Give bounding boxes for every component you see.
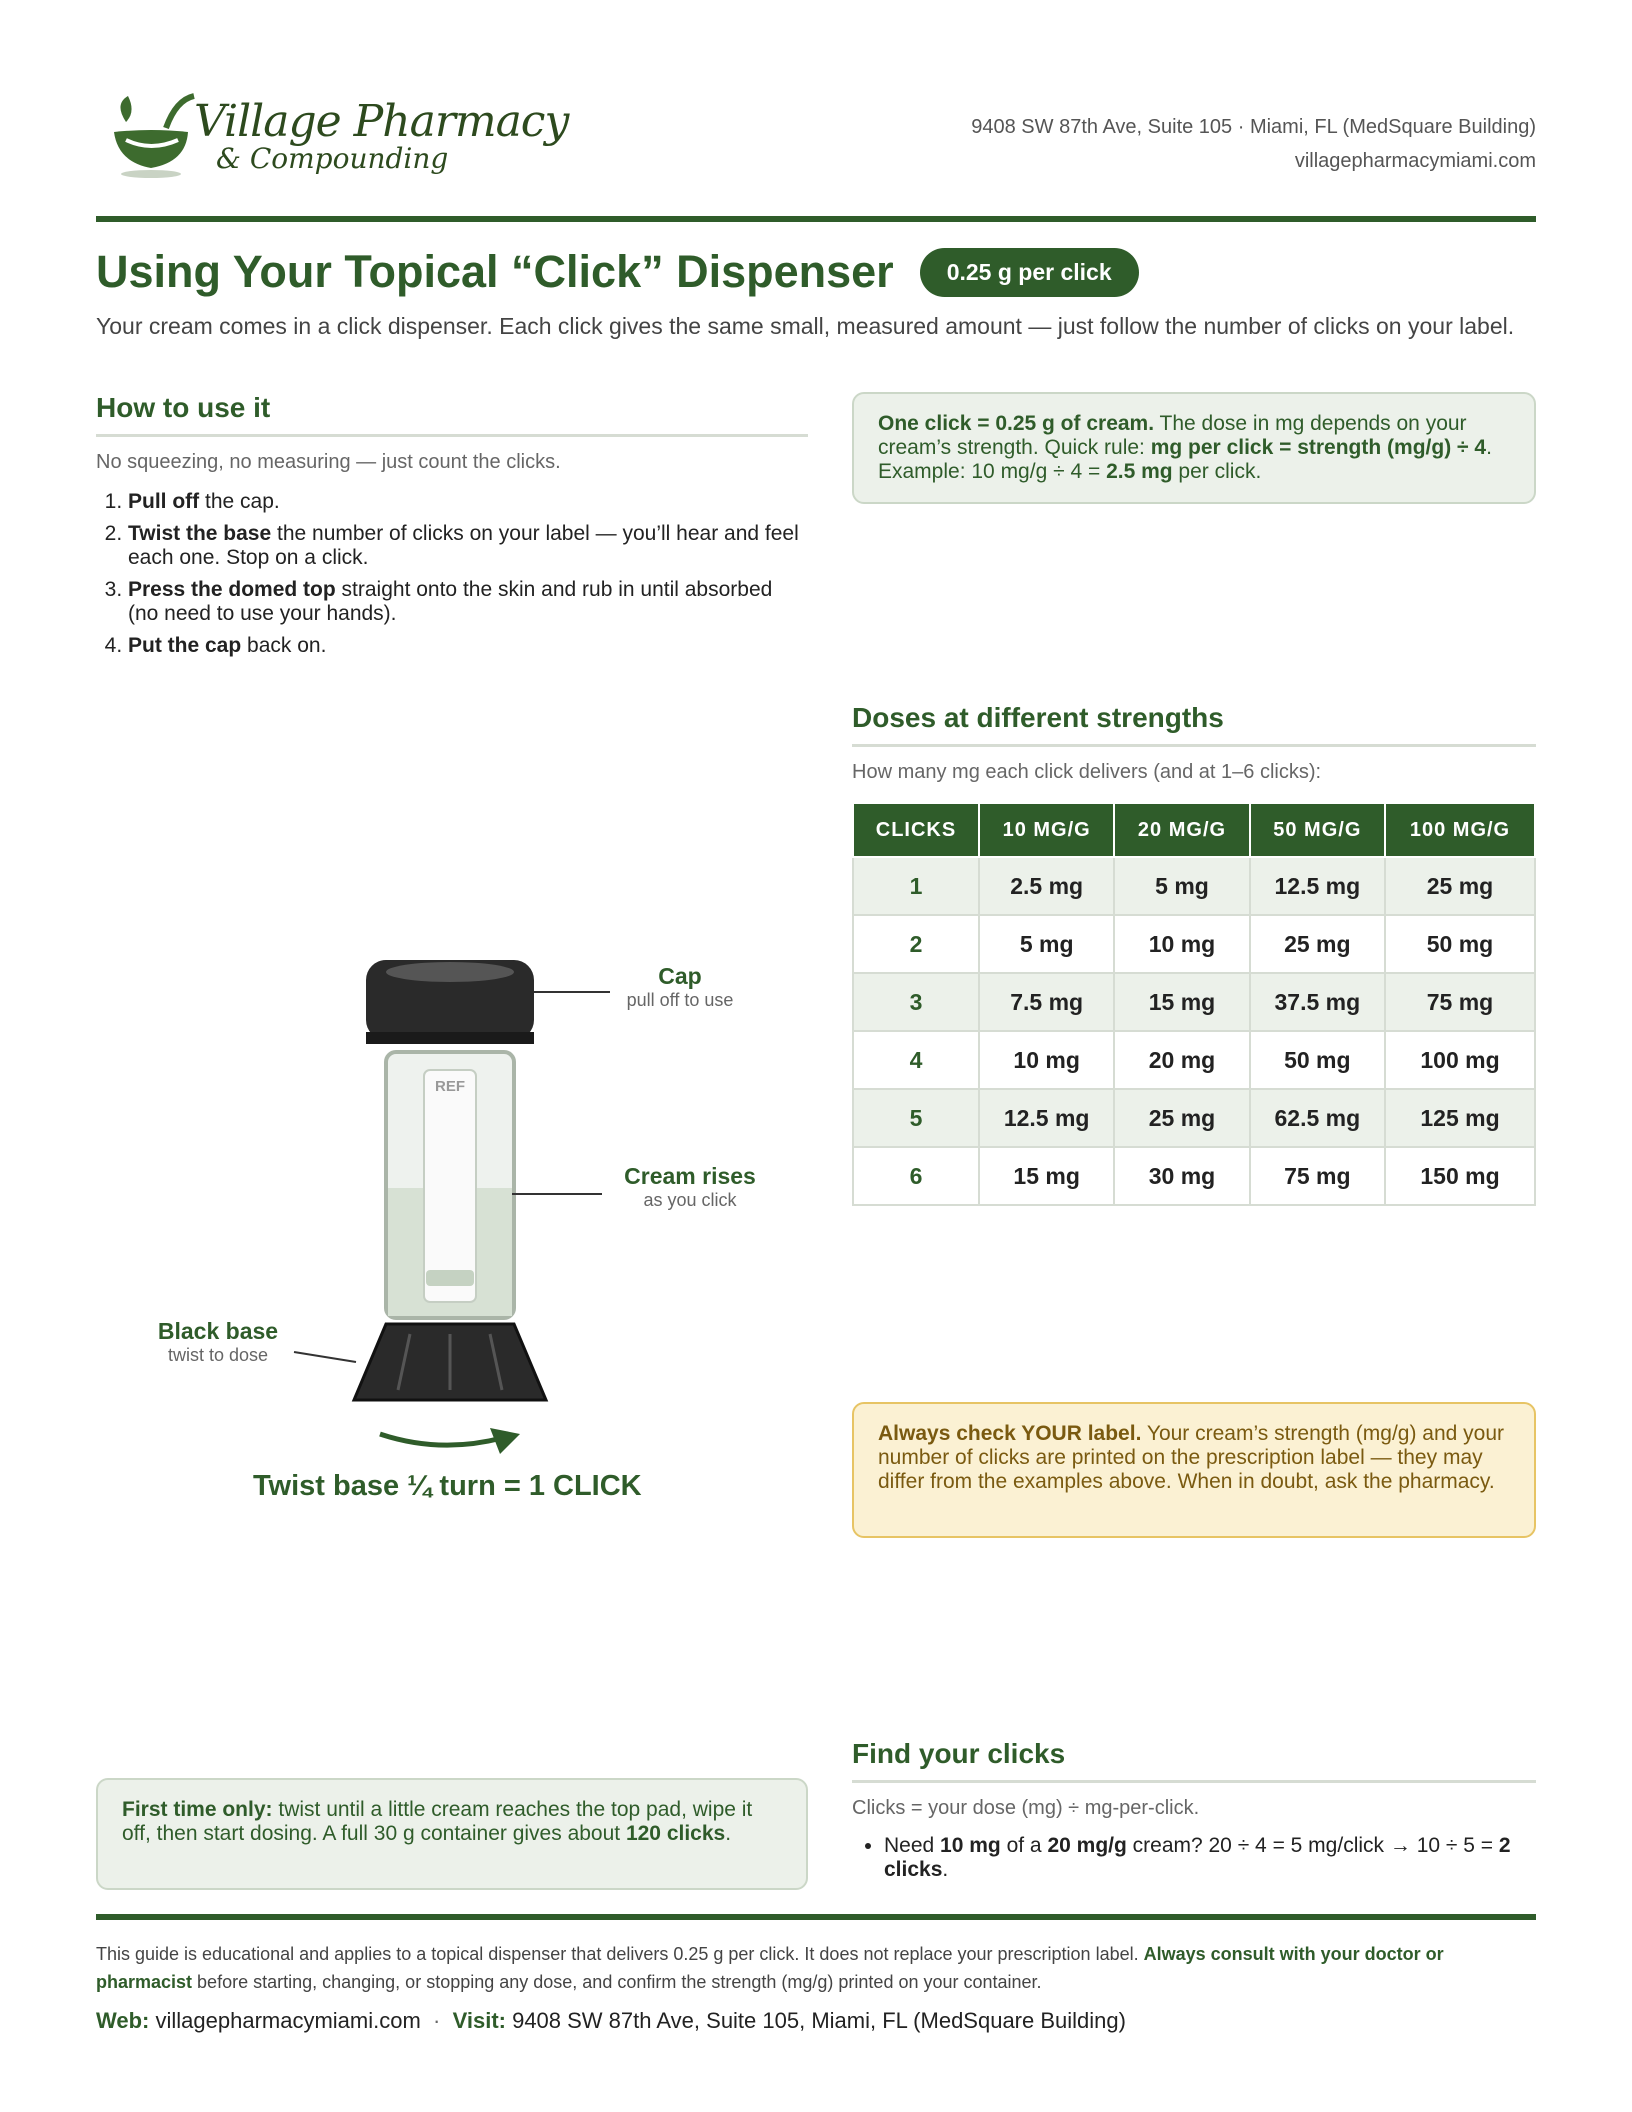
check-label-warning: Always check YOUR label. Your cream’s strength (mg/g) and your number of clicks are printed on the prescription label — they may differ from the examples above. When in doubt, ask the pharmacy.	[852, 1402, 1536, 1538]
header-website[interactable]: villagepharmacymiami.com	[1294, 150, 1536, 172]
intro-text: Your cream comes in a click dispenser. Each click gives the same small, measured amount — just follow the number of clicks on your label.	[96, 313, 1515, 339]
find-clicks-subtitle: Clicks = your dose (mg) ÷ mg-per-click.	[852, 1797, 1200, 1819]
page-title: Using Your Topical “Click” Dispenser	[96, 246, 894, 297]
mortar-pestle-icon	[106, 92, 196, 182]
column-header: CLICKS	[853, 803, 979, 857]
column-header: 20 MG/G	[1114, 803, 1249, 857]
step-3: 3. Press the domed top straight onto the skin and rub in until absorbed (no need to use your hands).	[128, 578, 808, 626]
cap-label: Cap pull off to use	[626, 963, 734, 1010]
column-header: 10 MG/G	[979, 803, 1114, 857]
header-divider	[96, 216, 1536, 222]
step-4: 4. Put the cap back on.	[128, 634, 808, 658]
column-header: 100 MG/G	[1385, 803, 1535, 857]
twist-arrow-icon	[380, 1434, 502, 1445]
how-to-subtitle: No squeezing, no measuring — just count the clicks.	[96, 451, 561, 473]
table-row: 4 10 mg 20 mg 50 mg 100 mg	[853, 1031, 1535, 1089]
column-header: 50 MG/G	[1250, 803, 1385, 857]
click-rule-note: One click = 0.25 g of cream. The dose in mg depends on your cream’s strength. Quick rule: mg per click = strength (mg/g) ÷ 4. Example: 10 mg/g ÷ 4 = 2.5 mg per click.	[852, 392, 1536, 504]
cap-top-highlight	[386, 962, 514, 982]
table-row: 3 7.5 mg 15 mg 37.5 mg 75 mg	[853, 973, 1535, 1031]
base-label: Black base twist to dose	[157, 1318, 279, 1365]
header-address: 9408 SW 87th Ave, Suite 105 · Miami, FL (MedSquare Building)	[971, 116, 1536, 138]
find-clicks-section	[852, 1738, 1536, 1882]
find-clicks-heading: Find your clicks	[852, 1738, 1536, 1783]
cap-rim	[366, 1032, 534, 1044]
footer-contact: Web: villagepharmacymiami.com · Visit: 9408 SW 87th Ave, Suite 105, Miami, FL (MedSquare Building)	[96, 2008, 1126, 2033]
brand-logo	[106, 90, 569, 185]
doses-table	[852, 802, 1536, 1206]
header-contact	[971, 110, 1536, 178]
step-2: 2. Twist the base the number of clicks on your label — you’ll hear and feel each one. Stop on a click.	[128, 522, 808, 570]
table-header-row	[853, 803, 1535, 857]
find-clicks-list	[852, 1834, 1536, 1882]
list-item: • Need 10 mg of a 20 mg/g cream? 20 ÷ 4 = 5 mg/click → 10 ÷ 5 = 2 clicks.	[884, 1834, 1536, 1882]
brand-subname: & Compounding	[216, 142, 449, 175]
base-leader-line	[294, 1352, 356, 1362]
brand-name: Village Pharmacy	[194, 96, 569, 147]
title-row	[96, 242, 1536, 302]
doses-subtitle: How many mg each click delivers (and at 1–6 clicks):	[852, 761, 1322, 783]
how-to-section	[96, 392, 808, 666]
table-row: 5 12.5 mg 25 mg 62.5 mg 125 mg	[853, 1089, 1535, 1147]
doses-section	[852, 702, 1536, 1206]
disclaimer: This guide is educational and applies to a topical dispenser that delivers 0.25 g per click. It does not replace your prescription label. Always consult with your doctor or pharmacist before starting, changing, or stopping any dose, and confirm the strength (mg/g) printed on your container.	[96, 1944, 1444, 1992]
footer-address: 9408 SW 87th Ave, Suite 105, Miami, FL (MedSquare Building)	[505, 2008, 1126, 2033]
footer-website[interactable]: villagepharmacymiami.com	[149, 2008, 421, 2033]
twist-instruction: Twist base ¼ turn = 1 CLICK	[253, 1470, 642, 1502]
step-1: 1. Pull off the cap.	[128, 490, 808, 514]
ref-text: REF	[435, 1078, 465, 1095]
piston-marker	[426, 1270, 474, 1286]
doses-heading: Doses at different strengths	[852, 702, 1536, 747]
table-row: 2 5 mg 10 mg 25 mg 50 mg	[853, 915, 1535, 973]
table-row: 1 2.5 mg 5 mg 12.5 mg 25 mg	[853, 857, 1535, 915]
how-to-steps	[96, 490, 808, 658]
how-to-heading: How to use it	[96, 392, 808, 437]
label-window	[424, 1070, 476, 1302]
cream-label: Cream rises as you click	[624, 1163, 756, 1210]
footer-divider	[96, 1914, 1536, 1920]
table-row: 6 15 mg 30 mg 75 mg 150 mg	[853, 1147, 1535, 1205]
dose-per-click-badge: 0.25 g per click	[920, 248, 1139, 297]
page-header	[96, 90, 1536, 190]
first-time-note: First time only: twist until a little cream reaches the top pad, wipe it off, then start dosing. A full 30 g container gives about 120 clicks.	[96, 1778, 808, 1890]
